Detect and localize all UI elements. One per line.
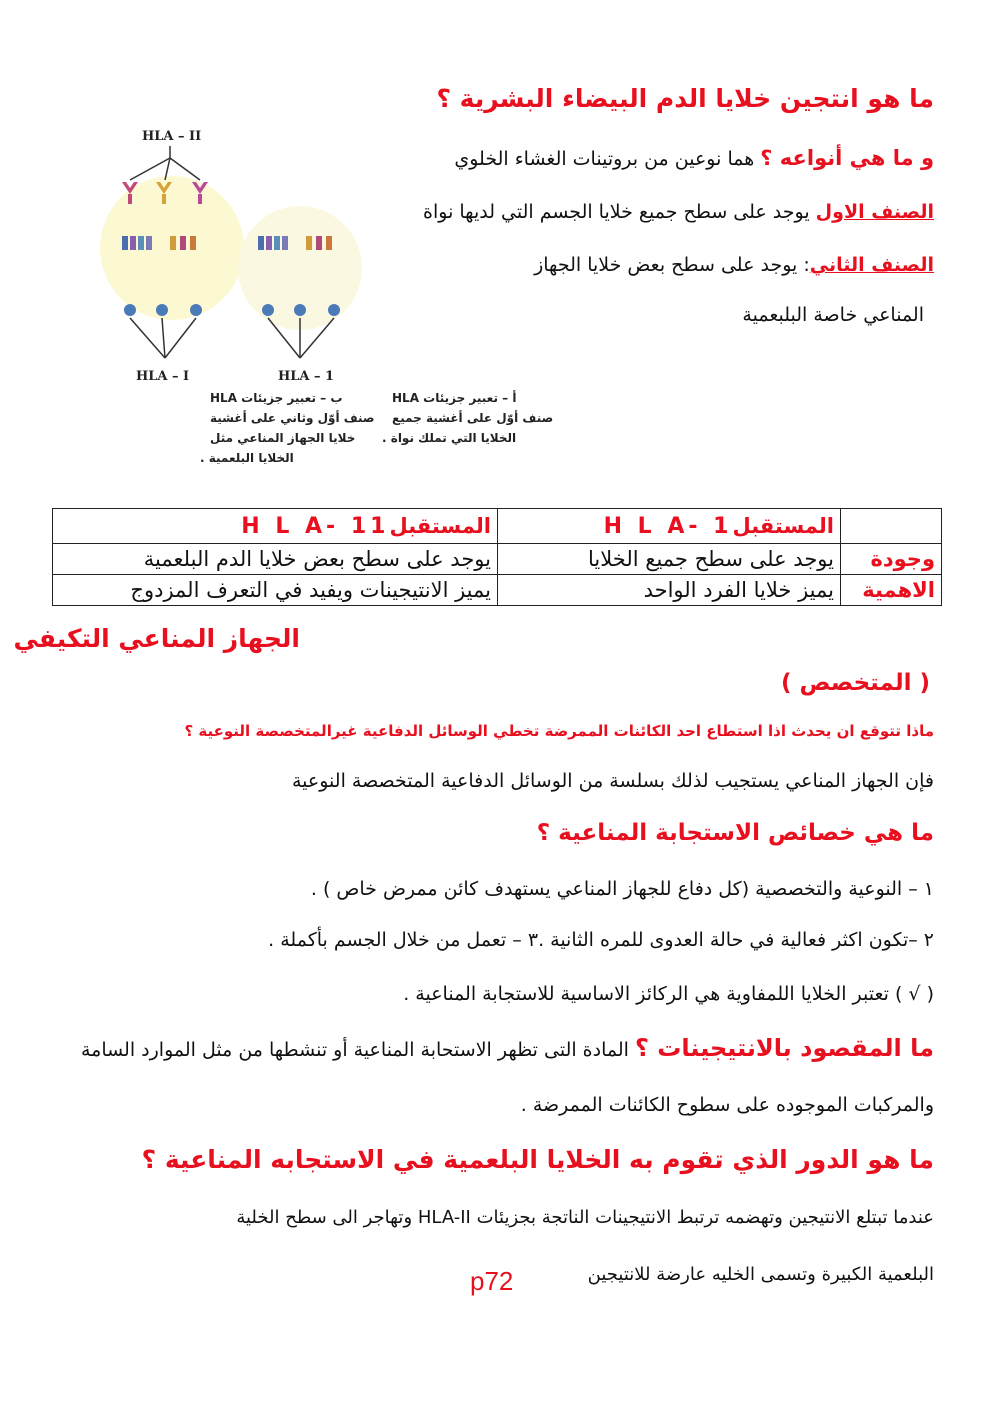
caption-right-3: الخلايا التي تملك نواة .: [382, 431, 517, 445]
caption-right-2: صنف أوّل على أغشية جميع: [392, 411, 554, 425]
question-immune-properties: ما هي خصائص الاستجابة المناعية ؟: [536, 820, 934, 846]
cell-presence-hla2: يوجد على سطح بعض خلايا الدم البلعمية: [53, 544, 498, 575]
antigen-definition-line: [81, 1034, 934, 1062]
class2-label: الصنف الثاني: [809, 254, 934, 276]
class2-line: [534, 254, 934, 276]
table-header-hla2: [53, 509, 498, 544]
caption-left-1: ب – تعبير جزيئات HLA: [210, 391, 343, 405]
caption-left-4: الخلايا البلعمية .: [200, 451, 294, 465]
header-hla-1: H L A- 1: [603, 513, 733, 539]
specialized-subtitle: ( المتخصص ): [781, 670, 930, 696]
property-item-2: ٢ –تكون اكثر فعالية في حالة العدوى للمره الثانية .٣ – تعمل من خلال الجسم بأكملة .: [268, 929, 934, 951]
question-types-answer: هما نوعين من بروتينات الغشاء الخلوي: [454, 148, 755, 170]
table-row: [53, 544, 942, 575]
header-label-2: المستقبل: [389, 513, 491, 538]
class2-text: : يوجد على سطح بعض خلايا الجهاز: [534, 254, 810, 276]
caption-right-1: أ – تعبير جزيئات HLA: [392, 391, 517, 405]
class1-label: الصنف الاول: [815, 201, 934, 223]
header-hla-2: H L A- 11: [241, 513, 390, 539]
question-phagocyte-role: ما هو الدور الذي تقوم به الخلايا البلعمية في الاستجابه المناعية ؟: [141, 1145, 934, 1174]
caption-left-2: صنف أوّل وثاني على أغشية: [210, 411, 375, 425]
class2-text-continued: المناعي خاصة البلبعمية: [742, 304, 924, 326]
table-corner-cell: [841, 509, 942, 544]
adaptive-immune-title: الجهاز المناعي التكيفي: [13, 624, 300, 653]
table-header-hla1: [498, 509, 841, 544]
question-types-line: [454, 146, 934, 170]
antigen-definition-text: المادة التى تظهر الاستحابة المناعية أو تنشطها من مثل الموارد السامة: [80, 1039, 629, 1061]
answer-pathogen: فإن الجهاز المناعي يستجيب لذلك بسلسة من الوسائل الدفاعية المتخصصة النوعية: [291, 770, 934, 792]
header-label-1: المستقبل: [732, 513, 834, 538]
phagocyte-role-text: عندما تبتلع الانتيجين وتهضمه ترتبط الانتيجينات الناتجة بجزيئات HLA-II وتهاجر الى سطح الخلية: [236, 1207, 934, 1228]
property-item-3: ( √ ) تعتبر الخلايا اللمفاوية هي الركائز الاساسية للاستجابة المناعية .: [403, 983, 934, 1005]
property-item-1: ١ – النوعية والتخصصية (كل دفاع للجهاز المناعي يستهدف كائن ممرض خاص ) .: [310, 878, 934, 900]
cell-importance-hla2: يميز الانتيجينات ويفيد في التعرف المزدوج: [53, 575, 498, 606]
label-hla-i-right: HLA – 1: [278, 369, 335, 384]
cell-importance-hla1: يميز خلايا الفرد الواحد: [498, 575, 841, 606]
label-hla-i-left: HLA – I: [136, 369, 190, 384]
cell-presence-hla1: يوجد على سطح جميع الخلايا: [498, 544, 841, 575]
phagocyte-role-continued: البلعمية الكبيرة وتسمى الخليه عارضة للانتيجين: [587, 1264, 934, 1285]
label-hla-ii: HLA – II: [142, 129, 202, 144]
antigen-definition-continued: والمركبات الموجوده على سطوح الكائنات الممرضة .: [520, 1094, 934, 1116]
row-label-presence: وجودة: [841, 544, 942, 575]
class1-line: [423, 201, 934, 223]
caption-left-3: خلايا الجهاز المناعي مثل: [210, 431, 356, 445]
hla-diagram: [60, 118, 554, 498]
question-leukocyte-antigen: ما هو انتجين خلايا الدم البيضاء البشرية ؟: [436, 84, 934, 113]
table-row: [53, 575, 942, 606]
antigen-question-label: ما المقصود بالانتيجينات ؟: [635, 1034, 934, 1062]
question-types-label: و ما هي أنواعه ؟: [760, 146, 934, 170]
class1-text: يوجد على سطح جميع خلايا الجسم التي لديها نواة: [423, 201, 810, 223]
hla-figure: [60, 118, 554, 498]
table-header-row: [53, 509, 942, 544]
row-label-importance: الاهمية: [841, 575, 942, 606]
page-number: p72: [470, 1266, 514, 1296]
question-pathogen: ماذا تتوقع ان يحدث اذا استطاع احد الكائنات الممرضة تخطي الوسائل الدفاعية غيرالمتخصصة النوعية ؟: [184, 722, 934, 740]
hla-comparison-table: [52, 508, 942, 606]
